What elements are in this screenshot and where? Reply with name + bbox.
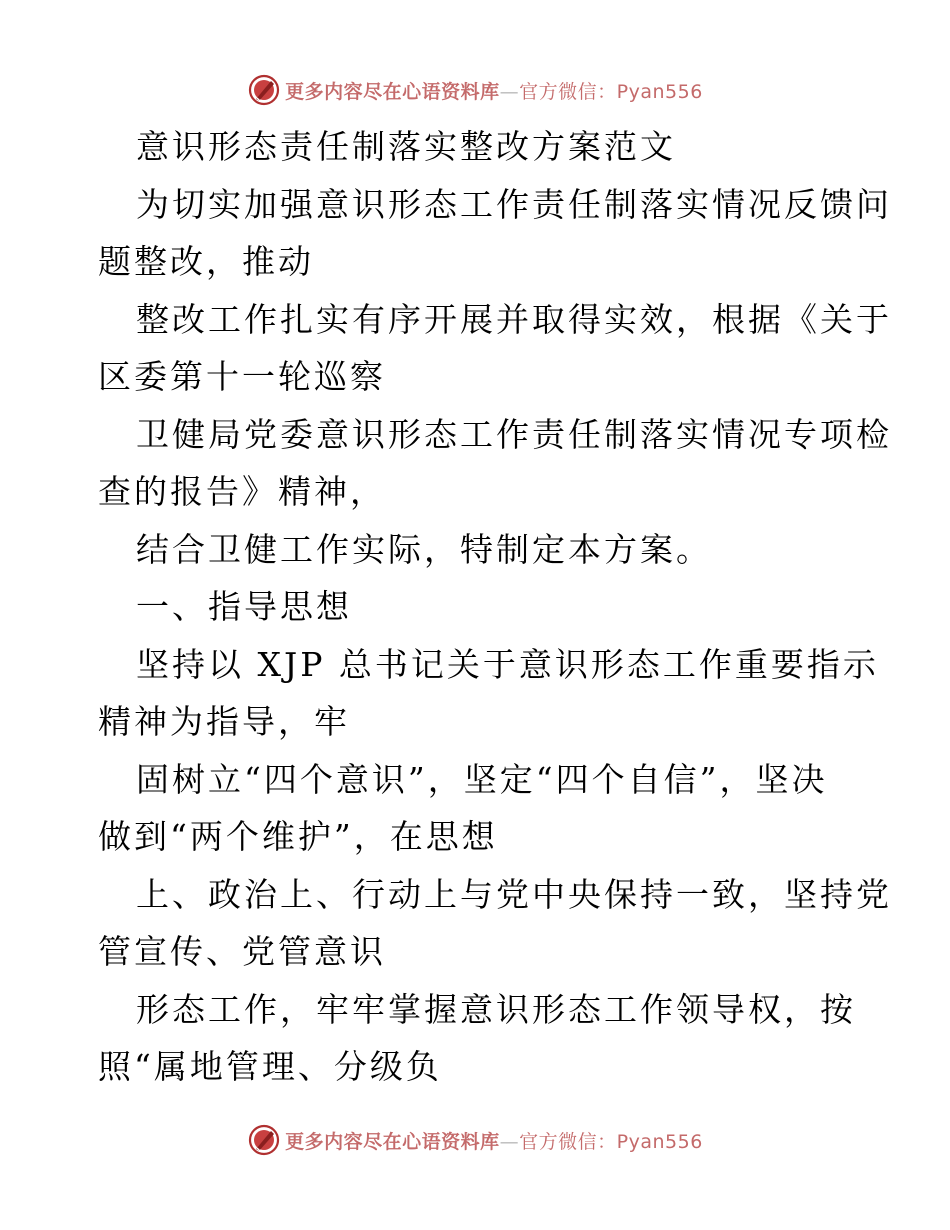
document-line: 区委第十一轮巡察 — [98, 357, 386, 396]
red-feather-pen-logo-icon — [247, 1123, 281, 1157]
footer-watermark — [0, 1120, 950, 1160]
watermark-main-text: 更多内容尽在心语资料库 — [285, 80, 500, 103]
document-line: 精神为指导，牢 — [98, 702, 350, 741]
document-line: 管宣传、党管意识 — [98, 932, 386, 971]
document-line: 坚持以 XJP 总书记关于意识形态工作重要指示 — [136, 644, 879, 684]
watermark-main-text: 更多内容尽在心语资料库 — [285, 1130, 500, 1153]
document-line: 题整改，推动 — [98, 242, 314, 281]
document-line: 查的报告》精神， — [98, 472, 386, 511]
document-line: 意识形态责任制落实整改方案范文 — [136, 127, 676, 166]
watermark-wechat-text: 官方微信：Pyan556 — [519, 1130, 703, 1153]
red-feather-pen-logo-icon — [247, 73, 281, 107]
watermark-dash: — — [499, 80, 520, 103]
document-line: 为切实加强意识形态工作责任制落实情况反馈问 — [136, 184, 892, 224]
document-line: 上、政治上、行动上与党中央保持一致，坚持党 — [136, 874, 892, 914]
document-line: 照“属地管理、分级负 — [98, 1047, 442, 1086]
header-watermark — [0, 70, 950, 110]
document-body — [98, 118, 892, 1096]
document-line: 整改工作扎实有序开展并取得实效，根据《关于 — [136, 299, 892, 339]
document-line: 做到“两个维护”，在思想 — [98, 817, 498, 856]
document-line: 一、指导思想 — [136, 587, 352, 626]
document-line: 形态工作，牢牢掌握意识形态工作领导权，按 — [136, 989, 856, 1029]
watermark-dash: — — [499, 1130, 520, 1153]
watermark-wechat-text: 官方微信：Pyan556 — [519, 80, 703, 103]
document-line: 固树立“四个意识”，坚定“四个自信”，坚决 — [136, 759, 828, 799]
document-line: 卫健局党委意识形态工作责任制落实情况专项检 — [136, 414, 892, 454]
document-line: 结合卫健工作实际，特制定本方案。 — [136, 529, 712, 569]
